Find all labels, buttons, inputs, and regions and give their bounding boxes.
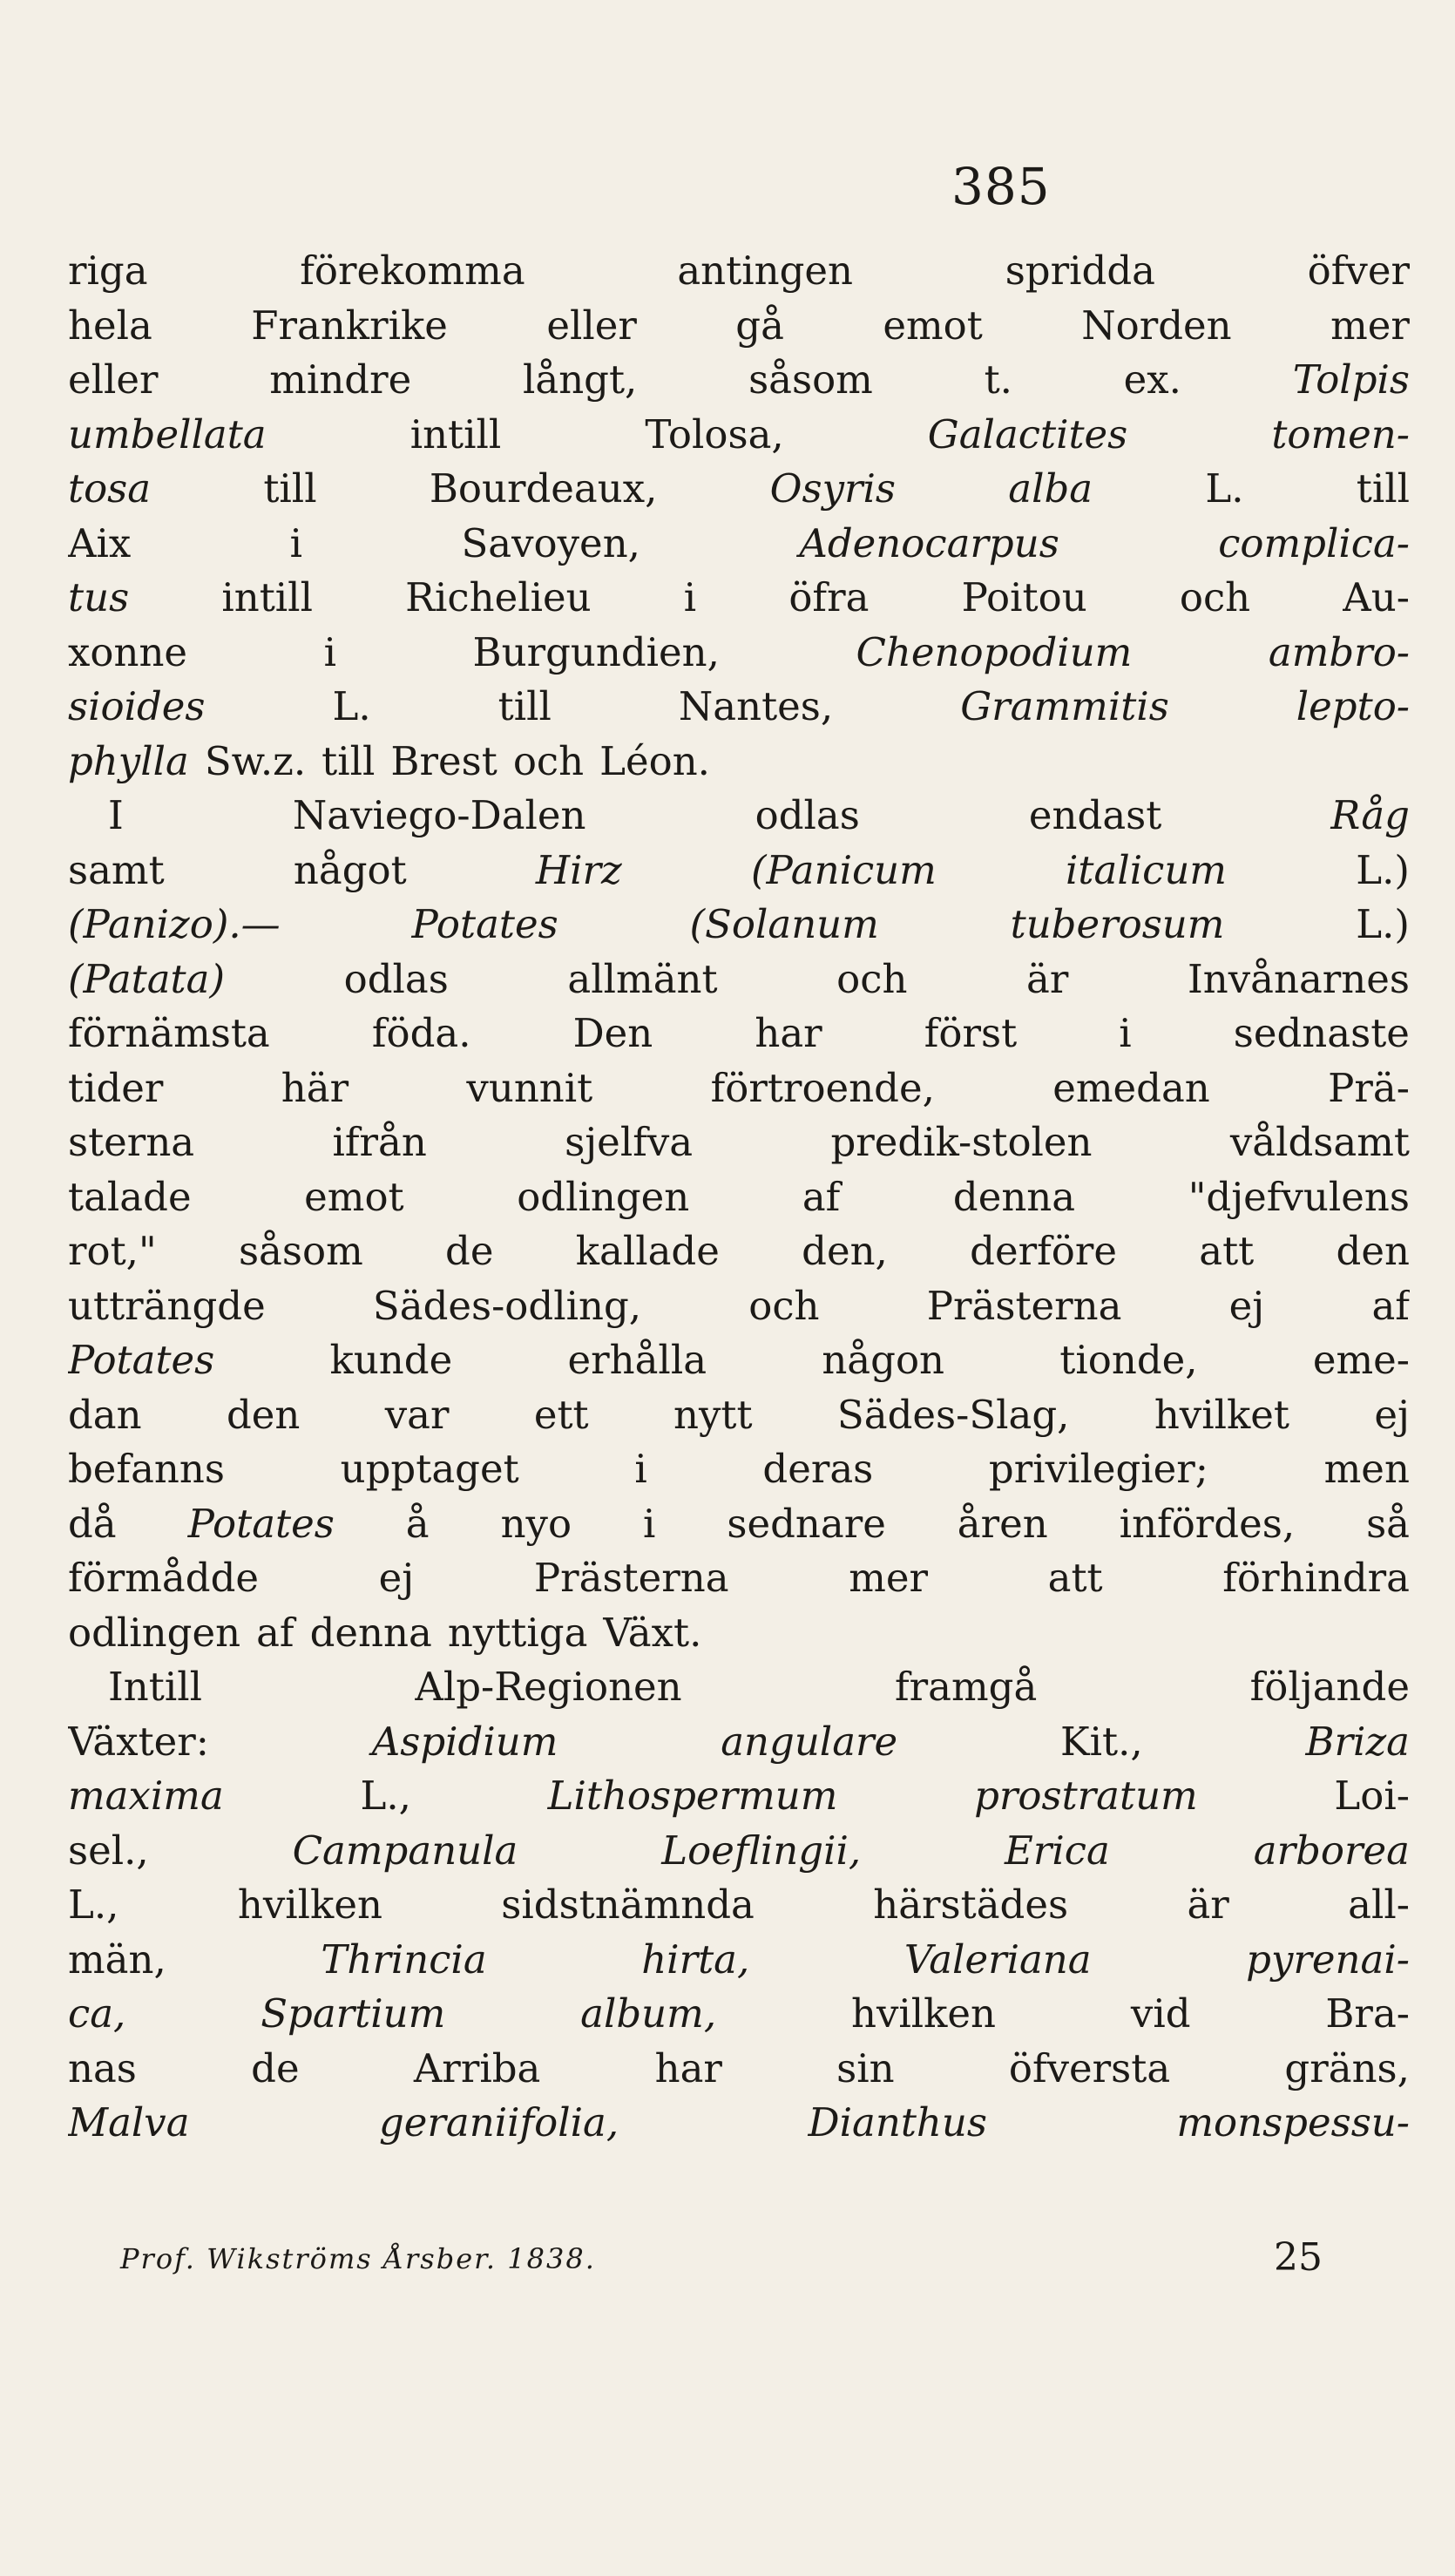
word: Bourdeaux,	[429, 465, 658, 512]
word: ifrån	[332, 1119, 427, 1165]
word: samt	[68, 846, 165, 893]
word: Burgundien,	[472, 628, 720, 675]
word: Au-	[1343, 574, 1410, 620]
word: odlingen	[68, 1609, 241, 1656]
word: förmådde	[68, 1555, 260, 1601]
text-line	[68, 462, 1410, 517]
word: till	[263, 465, 317, 512]
word: i	[683, 574, 697, 620]
text-line	[68, 1606, 1410, 1661]
italic-word: italicum	[1066, 846, 1227, 893]
word: såsom	[748, 356, 873, 403]
word: långt,	[522, 356, 638, 403]
word: emedan	[1052, 1064, 1210, 1111]
text-line	[68, 1660, 1410, 1715]
word: intill	[221, 574, 313, 620]
italic-word: (Panicum	[750, 846, 937, 893]
text-line	[68, 2096, 1410, 2151]
word: derföre	[970, 1228, 1117, 1274]
italic-word: Råg	[1330, 792, 1410, 838]
text-line	[68, 517, 1410, 572]
word: har	[654, 2044, 722, 2091]
word: Sädes-Slag,	[836, 1391, 1070, 1438]
text-line	[68, 789, 1410, 844]
text-line	[68, 735, 1410, 790]
word: kunde	[329, 1337, 453, 1383]
word: eller	[546, 302, 637, 349]
word: af	[802, 1173, 841, 1220]
word: förnämsta	[68, 1010, 270, 1056]
italic-word: Potates	[411, 901, 558, 947]
word: xonne	[68, 628, 188, 675]
word: i	[634, 1446, 647, 1492]
italic-word: prostratum	[974, 1773, 1198, 1819]
italic-word: Erica	[1005, 1827, 1110, 1874]
word: härstädes	[873, 1881, 1069, 1928]
word: i	[1119, 1010, 1132, 1056]
word: privilegier;	[988, 1446, 1208, 1492]
word: att	[1047, 1555, 1103, 1601]
word: eme-	[1312, 1337, 1410, 1383]
italic-word: lepto-	[1296, 683, 1410, 729]
page-footer	[120, 2235, 1392, 2288]
word: Alp-Regionen	[415, 1664, 682, 1710]
word: de	[251, 2044, 300, 2091]
word: L.,	[68, 1881, 119, 1928]
word: Brest	[390, 737, 497, 784]
italic-word: Lithospermum	[547, 1773, 838, 1819]
word: Tolosa,	[645, 410, 784, 458]
word: L.	[332, 683, 371, 729]
word: Prästerna	[533, 1555, 729, 1601]
word: Léon.	[599, 737, 710, 784]
italic-word: sioides	[68, 683, 206, 729]
italic-word: Thrincia	[321, 1935, 487, 1983]
word: Frankrike	[251, 302, 448, 349]
italic-word: monspessu-	[1176, 2099, 1410, 2146]
word: är	[1026, 955, 1069, 1002]
word: Nantes,	[678, 683, 834, 729]
word: sterna	[68, 1119, 195, 1165]
word: förekomma	[300, 247, 525, 294]
italic-word: (Patata)	[68, 955, 226, 1002]
word: Intill	[108, 1664, 203, 1710]
text-line	[68, 1007, 1410, 1061]
word: emot	[883, 302, 983, 349]
word: ex.	[1123, 356, 1181, 403]
word: antingen	[677, 247, 854, 294]
word: sednaste	[1233, 1010, 1410, 1056]
word: förhindra	[1222, 1555, 1410, 1601]
word: "djefvulens	[1188, 1173, 1410, 1220]
text-line	[68, 1442, 1410, 1497]
word: Naviego-Dalen	[292, 792, 586, 838]
word: till	[497, 683, 552, 729]
word: gräns,	[1284, 2044, 1410, 2091]
italic-word: Galactites	[927, 410, 1128, 458]
text-line	[68, 1061, 1410, 1116]
page-number: 385	[951, 157, 1051, 216]
word: upptaget	[340, 1446, 519, 1492]
text-line	[68, 1551, 1410, 1606]
text-line	[68, 1715, 1410, 1770]
word: mer	[849, 1555, 929, 1601]
italic-word: tosa	[68, 465, 152, 512]
word: denna	[952, 1173, 1076, 1220]
word: deras	[762, 1446, 874, 1492]
text-line	[68, 1769, 1410, 1824]
word: Prästerna	[926, 1282, 1122, 1329]
word: sjelfva	[565, 1119, 694, 1165]
text-line	[68, 1333, 1410, 1388]
word: emot	[304, 1173, 404, 1220]
text-line	[68, 1987, 1410, 2042]
word: hvilken	[237, 1881, 382, 1928]
word: något	[293, 846, 407, 893]
italic-word: (Panizo).—	[68, 901, 281, 947]
word: Växt.	[603, 1609, 702, 1656]
word: vunnit	[466, 1064, 593, 1111]
word: men	[1323, 1446, 1410, 1492]
word: och	[748, 1282, 820, 1329]
word: å	[405, 1500, 430, 1547]
italic-word: geraniifolia,	[378, 2099, 619, 2146]
word: L.	[1205, 465, 1244, 512]
text-line	[68, 1878, 1410, 1933]
text-line	[68, 626, 1410, 681]
italic-word: Tolpis	[1292, 356, 1410, 403]
italic-word: hirta,	[641, 1935, 750, 1983]
word: odlingen	[517, 1173, 690, 1220]
italic-word: Spartium	[261, 1990, 446, 2037]
word: dan	[68, 1391, 142, 1438]
word: Aix	[68, 519, 132, 566]
word: ej	[1228, 1282, 1265, 1329]
italic-word: Malva	[68, 2099, 190, 2146]
italic-word: Campanula	[292, 1827, 518, 1874]
word: Den	[572, 1010, 653, 1056]
word: hvilket	[1154, 1391, 1289, 1438]
word: Sädes-odling,	[372, 1282, 642, 1329]
italic-word: Valeriana	[903, 1935, 1092, 1983]
word: till	[1356, 465, 1410, 512]
word: att	[1199, 1228, 1255, 1274]
word: här	[281, 1064, 349, 1111]
word: Sw.z.	[204, 737, 307, 784]
italic-word: umbellata	[68, 410, 267, 458]
text-line	[68, 1824, 1410, 1879]
text-line	[68, 844, 1410, 898]
word: var	[384, 1391, 450, 1438]
text-line	[68, 1388, 1410, 1443]
italic-word: album,	[580, 1990, 717, 2037]
word: då	[68, 1500, 117, 1547]
word: Växter:	[68, 1718, 209, 1765]
word: först	[924, 1010, 1018, 1056]
italic-word: ca,	[68, 1990, 126, 2037]
word: Arriba	[413, 2044, 541, 2091]
word: sidstnämnda	[501, 1881, 755, 1928]
word: Poitou	[961, 574, 1087, 620]
italic-word: tuberosum	[1010, 901, 1225, 947]
word: Savoyen,	[461, 519, 640, 566]
word: förtroende,	[710, 1064, 935, 1111]
word: vid	[1130, 1990, 1191, 2037]
italic-word: phylla	[68, 737, 189, 784]
text-line	[68, 1497, 1410, 1552]
italic-word: arborea	[1253, 1827, 1410, 1874]
word: den	[226, 1391, 301, 1438]
italic-word: Loeflingii,	[661, 1827, 862, 1874]
italic-word: Potates	[68, 1337, 215, 1383]
text-line	[68, 571, 1410, 626]
italic-word: tomen-	[1271, 410, 1410, 458]
italic-word: ambro-	[1268, 628, 1410, 675]
italic-word: Hirz	[535, 846, 622, 893]
word: öfver	[1307, 247, 1410, 294]
word: någon	[822, 1337, 945, 1383]
italic-word: Grammitis	[960, 683, 1169, 729]
word: I	[108, 792, 124, 838]
word: såsom	[238, 1228, 363, 1274]
word: erhålla	[567, 1337, 707, 1383]
word: Norden	[1081, 302, 1232, 349]
word: föda.	[371, 1010, 471, 1056]
word: riga	[68, 247, 148, 294]
word: endast	[1028, 792, 1162, 838]
word: hela	[68, 302, 152, 349]
word: rot,"	[68, 1228, 157, 1274]
italic-word: (Solanum	[689, 901, 879, 947]
italic-word: complica-	[1218, 519, 1410, 566]
italic-word: Adenocarpus	[799, 519, 1059, 566]
italic-word: Briza	[1305, 1718, 1410, 1765]
word: tionde,	[1059, 1337, 1198, 1383]
word: våldsamt	[1229, 1119, 1410, 1165]
word: Prä-	[1328, 1064, 1410, 1111]
word: sel.,	[68, 1827, 149, 1874]
word: intill	[409, 410, 502, 458]
word: mindre	[269, 356, 412, 403]
word: de	[445, 1228, 494, 1274]
word: befanns	[68, 1446, 225, 1492]
body-text	[68, 244, 1410, 2151]
text-line	[68, 1933, 1410, 1988]
word: nytt	[673, 1391, 753, 1438]
footer-signature: Prof. Wikströms Årsber. 1838.	[120, 2242, 596, 2275]
word: Loi-	[1334, 1773, 1410, 1819]
italic-word: Potates	[187, 1500, 335, 1547]
word: följande	[1249, 1664, 1410, 1710]
word: utträngde	[68, 1282, 266, 1329]
word: gå	[735, 302, 784, 349]
word: i	[323, 628, 336, 675]
word: L.,	[360, 1773, 411, 1819]
word: öfra	[788, 574, 870, 620]
text-line	[68, 1279, 1410, 1334]
word: är	[1187, 1881, 1229, 1928]
text-line	[68, 680, 1410, 735]
word: åren	[957, 1500, 1048, 1547]
word: predik-stolen	[830, 1119, 1093, 1165]
sheet-signature-mark: 25	[1274, 2235, 1323, 2280]
word: nyo	[500, 1500, 572, 1547]
word: spridda	[1005, 247, 1155, 294]
word: talade	[68, 1173, 192, 1220]
italic-word: alba	[1008, 465, 1093, 512]
word: kallade	[575, 1228, 720, 1274]
text-line	[68, 408, 1410, 463]
word: så	[1366, 1500, 1410, 1547]
word: Richelieu	[405, 574, 592, 620]
word: Invånarnes	[1187, 955, 1410, 1002]
text-line	[68, 1170, 1410, 1225]
text-line	[68, 898, 1410, 952]
italic-word: maxima	[68, 1773, 224, 1819]
word: L.)	[1356, 901, 1410, 947]
word: odlas	[343, 955, 449, 1002]
word: mer	[1330, 302, 1410, 349]
text-line	[68, 353, 1410, 408]
word: ej	[1374, 1391, 1410, 1438]
word: sin	[836, 2044, 895, 2091]
text-line	[68, 952, 1410, 1007]
italic-word: pyrenai-	[1246, 1935, 1410, 1983]
italic-word: tus	[68, 574, 130, 620]
word: den	[1336, 1228, 1410, 1274]
word: allmänt	[567, 955, 718, 1002]
word: framgå	[895, 1664, 1038, 1710]
word: af	[256, 1609, 294, 1656]
word: och	[836, 955, 908, 1002]
word: i	[289, 519, 303, 566]
word: nas	[68, 2044, 137, 2091]
word: t.	[984, 356, 1012, 403]
word: hvilken	[850, 1990, 997, 2037]
word: eller	[68, 356, 159, 403]
italic-word: Chenopodium	[856, 628, 1133, 675]
italic-word: Osyris	[769, 465, 897, 512]
word: öfversta	[1008, 2044, 1171, 2091]
word: i	[643, 1500, 656, 1547]
word: har	[755, 1010, 822, 1056]
word: L.)	[1356, 846, 1410, 893]
word: män,	[68, 1935, 166, 1983]
word: tider	[68, 1064, 164, 1111]
italic-word: Aspidium	[371, 1718, 558, 1765]
word: ett	[533, 1391, 589, 1438]
word: och	[512, 737, 585, 784]
text-line	[68, 2042, 1410, 2097]
word: den,	[802, 1228, 888, 1274]
word: och	[1179, 574, 1251, 620]
word: sednare	[727, 1500, 886, 1547]
word: nyttiga	[447, 1609, 588, 1656]
text-line	[68, 1224, 1410, 1279]
text-line	[68, 299, 1410, 354]
italic-word: angulare	[721, 1718, 898, 1765]
word: odlas	[755, 792, 860, 838]
italic-word: Dianthus	[808, 2099, 987, 2146]
word: infördes,	[1119, 1500, 1296, 1547]
word: till	[321, 737, 376, 784]
text-line	[68, 244, 1410, 299]
word: denna	[309, 1609, 432, 1656]
word: Bra-	[1325, 1990, 1410, 2037]
word: af	[1371, 1282, 1410, 1329]
text-line	[68, 1115, 1410, 1170]
word: Kit.,	[1059, 1718, 1143, 1765]
word: all-	[1348, 1881, 1410, 1928]
word: ej	[378, 1555, 415, 1601]
